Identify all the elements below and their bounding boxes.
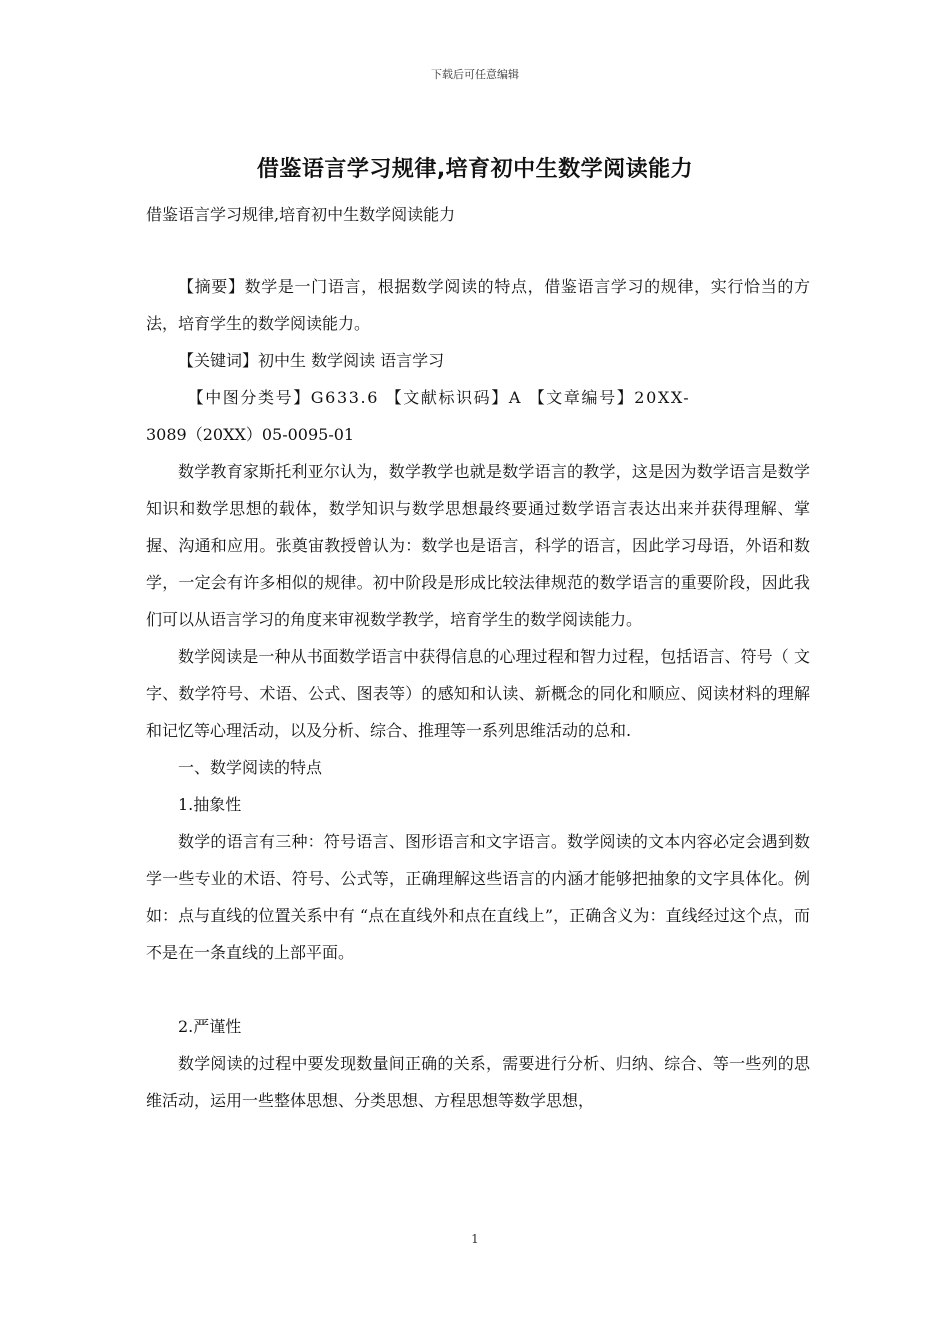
- keywords-line: 【关键词】初中生 数学阅读 语言学习: [178, 351, 445, 370]
- paragraph-gap: [146, 971, 810, 1008]
- document-title: 借鉴语言学习规律,培育初中生数学阅读能力: [256, 157, 694, 182]
- header-note: 下载后可任意编辑: [431, 68, 519, 81]
- subsection-heading: 1.抽象性: [178, 795, 242, 814]
- body-paragraph: 数学阅读的过程中要发现数量间正确的关系，需要进行分析、归纳、综合、等一些列的思维活动，运用一些整体思想、分类思想、方程思想等数学思想，: [146, 1054, 810, 1110]
- abstract-paragraph: 【摘要】数学是一门语言，根据数学阅读的特点，借鉴语言学习的规律，实行恰当的方法，培育学生的数学阅读能力。: [146, 277, 810, 333]
- body-paragraph: 数学阅读是一种从书面数学语言中获得信息的心理过程和智力过程，包括语言、符号（ 文字、数学符号、术语、公式、图表等）的感知和认读、新概念的同化和顺应、阅读材料的理解和记忆等心理活动，以及分析、综合、推理等一系列思维活动的总和.: [146, 647, 810, 740]
- section-heading: 一、数学阅读的特点: [178, 758, 323, 777]
- body-paragraph: 数学教育家斯托利亚尔认为，数学教学也就是数学语言的教学，这是因为数学语言是数学知识和数学思想的载体，数学知识与数学思想最终要通过数学语言表达出来并获得理解、掌握、沟通和应用。张奠宙教授曾认为：数学也是语言，科学的语言，因此学习母语，外语和数学，一定会有许多相似的规律。初中阶段是形成比较法律规范的数学语言的重要阶段，因此我们可以从语言学习的角度来审视数学教学，培育学生的数学阅读能力。: [146, 462, 810, 629]
- classification-line-continued: 3089（20XX）05-0095-01: [146, 425, 355, 444]
- page-number: 1: [471, 1232, 479, 1246]
- body-paragraph: 数学的语言有三种：符号语言、图形语言和文字语言。数学阅读的文本内容必定会遇到数学一些专业的术语、符号、公式等，正确理解这些语言的内涵才能够把抽象的文字具体化。例如：点与直线的位置关系中有 “点在直线外和点在直线上”，正确含义为：直线经过这个点，而不是在一条直线的上部平面。: [146, 832, 810, 962]
- document-subtitle: 借鉴语言学习规律,培育初中生数学阅读能力: [146, 205, 456, 224]
- classification-line: 【中图分类号】G633.6 【文献标识码】A 【文章编号】20XX-: [187, 388, 691, 407]
- subsection-heading: 2.严谨性: [178, 1017, 242, 1036]
- document-body: [146, 268, 810, 1119]
